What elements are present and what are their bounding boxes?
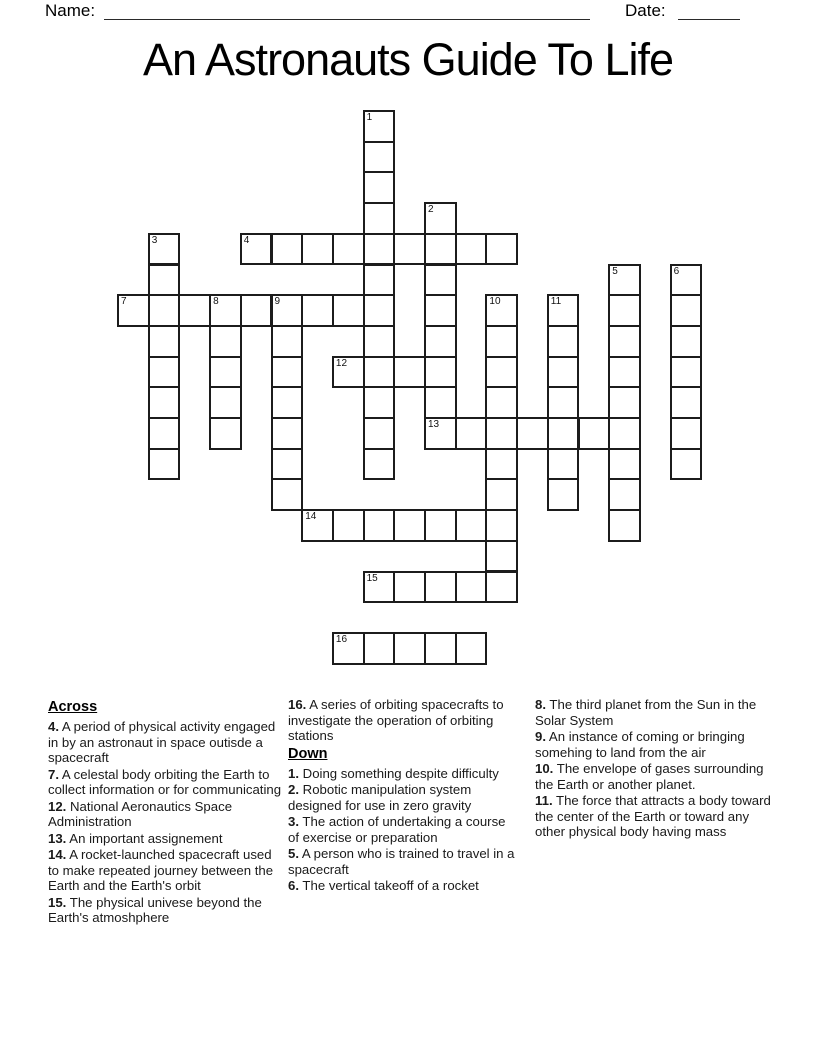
grid-cell[interactable] <box>363 417 396 450</box>
clue-text: An instance of coming or bringing somehing to land from the air <box>535 729 745 760</box>
cell-number: 16 <box>335 633 348 645</box>
grid-cell[interactable] <box>363 509 396 542</box>
clue-item <box>48 895 285 926</box>
name-input-line[interactable] <box>104 0 590 20</box>
grid-cell[interactable] <box>393 233 426 266</box>
grid-cell[interactable] <box>608 478 641 511</box>
grid-cell[interactable] <box>240 233 273 266</box>
clue-text: A rocket-launched spacecraft used to make repeated journey between the Earth and the Earth's orbit <box>48 847 274 893</box>
grid-cell[interactable] <box>485 325 518 358</box>
grid-cell[interactable] <box>485 233 518 266</box>
clue-number-label: 13. <box>48 830 67 846</box>
grid-cell[interactable] <box>455 233 488 266</box>
cell-number: 1 <box>366 112 373 123</box>
grid-cell[interactable] <box>424 386 457 419</box>
clue-number-label: 14. <box>48 847 67 862</box>
grid-cell[interactable] <box>547 417 580 450</box>
grid-cell[interactable] <box>332 509 365 542</box>
grid-cell[interactable] <box>363 325 396 358</box>
grid-cell[interactable] <box>363 386 396 419</box>
grid-cell[interactable] <box>424 294 457 327</box>
grid-cell[interactable] <box>670 417 703 450</box>
clue-item <box>48 767 285 798</box>
clue-text: Doing something despite difficulty <box>299 765 499 781</box>
clue-item <box>535 793 773 840</box>
clue-item <box>48 831 285 847</box>
grid-cell[interactable] <box>363 233 396 266</box>
grid-cell[interactable] <box>301 233 334 266</box>
grid-cell[interactable] <box>547 325 580 358</box>
clue-column-right <box>535 697 773 841</box>
grid-cell[interactable] <box>148 417 181 450</box>
grid-cell[interactable] <box>670 448 703 481</box>
clue-text: The vertical takeoff of a rocket <box>299 878 479 893</box>
grid-cell[interactable] <box>485 571 518 604</box>
clue-text: A series of orbiting spacecrafts to investigate the operation of orbiting stations <box>288 697 504 743</box>
grid-cell[interactable] <box>608 386 641 419</box>
clue-text: Robotic manipulation system designed for use in zero gravity <box>288 782 472 813</box>
grid-cell[interactable] <box>271 478 304 511</box>
grid-cell[interactable] <box>424 356 457 389</box>
grid-cell[interactable] <box>547 478 580 511</box>
grid-cell[interactable] <box>516 417 549 450</box>
cell-number: 5 <box>612 265 618 277</box>
cell-number: 6 <box>673 265 680 277</box>
grid-cell[interactable] <box>271 417 304 450</box>
clue-text: A celestal body orbiting the Earth to collect information or for communicating <box>48 766 282 797</box>
date-input-line[interactable] <box>678 0 740 20</box>
clue-number-label: 7. <box>48 766 59 782</box>
grid-cell[interactable] <box>117 294 150 327</box>
grid-cell[interactable] <box>332 233 365 266</box>
grid-cell[interactable] <box>148 264 181 297</box>
grid-cell[interactable] <box>271 325 304 358</box>
clue-item <box>288 814 520 845</box>
clue-text: A person who is trained to travel in a spacecraft <box>288 846 515 877</box>
grid-cell[interactable] <box>301 509 334 542</box>
clue-text: The third planet from the Sun in the Solar System <box>535 697 757 728</box>
grid-cell[interactable] <box>608 264 641 297</box>
cell-number: 13 <box>428 419 440 430</box>
grid-cell[interactable] <box>363 171 396 204</box>
grid-cell[interactable] <box>363 141 396 174</box>
date-label: Date: <box>625 1 666 20</box>
grid-cell[interactable] <box>608 417 641 450</box>
grid-cell[interactable] <box>363 632 396 665</box>
grid-cell[interactable] <box>455 632 488 665</box>
across-heading: Across <box>48 699 98 715</box>
grid-cell[interactable] <box>670 294 703 327</box>
grid-cell[interactable] <box>393 571 426 604</box>
clue-text: The action of undertaking a course of exercise or preparation <box>288 814 506 845</box>
clue-item <box>288 766 520 782</box>
grid-cell[interactable] <box>393 356 426 389</box>
clue-number-label: 9. <box>535 729 546 744</box>
grid-cell[interactable] <box>424 571 457 604</box>
grid-cell[interactable] <box>485 386 518 419</box>
crossword-grid <box>117 110 703 666</box>
name-label: Name: <box>45 1 96 20</box>
clue-text: An important assignement <box>66 830 223 846</box>
clue-item <box>48 719 285 766</box>
cell-number: 2 <box>428 204 434 216</box>
clue-number-label: 6. <box>288 878 299 893</box>
clue-item <box>288 697 520 744</box>
clue-item <box>288 846 520 877</box>
grid-cell[interactable] <box>670 325 703 358</box>
grid-cell[interactable] <box>424 202 457 235</box>
grid-cell[interactable] <box>363 110 396 143</box>
grid-cell[interactable] <box>393 632 426 665</box>
clue-item <box>48 847 285 894</box>
grid-cell[interactable] <box>424 325 457 358</box>
grid-cell[interactable] <box>363 571 396 604</box>
grid-cell[interactable] <box>547 356 580 389</box>
grid-cell[interactable] <box>608 325 641 358</box>
clue-text: The force that attracts a body toward the center of the Earth or toward any other physical body having mass <box>535 793 771 839</box>
cell-number: 14 <box>305 511 317 523</box>
grid-cell[interactable] <box>363 448 396 481</box>
cell-number: 3 <box>151 234 158 246</box>
grid-cell[interactable] <box>363 264 396 297</box>
grid-cell[interactable] <box>148 448 181 481</box>
grid-cell[interactable] <box>608 356 641 389</box>
clue-item <box>535 729 773 760</box>
cell-number: 12 <box>335 357 348 369</box>
grid-cell[interactable] <box>485 417 518 450</box>
cell-number: 7 <box>121 296 127 308</box>
cell-number: 8 <box>213 296 219 308</box>
grid-cell[interactable] <box>608 509 641 542</box>
clue-text: A period of physical activity engaged in by an astronaut in space outisde a spacecraft <box>48 719 276 765</box>
grid-cell[interactable] <box>670 386 703 419</box>
grid-cell[interactable] <box>332 632 365 665</box>
grid-cell[interactable] <box>209 386 242 419</box>
grid-cell[interactable] <box>547 448 580 481</box>
grid-cell[interactable] <box>670 264 703 297</box>
clue-number-label: 10. <box>535 761 554 776</box>
clue-number-label: 16. <box>288 697 307 712</box>
grid-cell[interactable] <box>670 356 703 389</box>
clue-number-label: 1. <box>288 765 299 781</box>
grid-cell[interactable] <box>424 509 457 542</box>
grid-cell[interactable] <box>332 294 365 327</box>
cell-number: 15 <box>366 572 378 584</box>
grid-cell[interactable] <box>485 509 518 542</box>
clue-text: The envelope of gases surrounding the Earth or another planet. <box>535 761 764 792</box>
clue-column-left <box>48 697 285 927</box>
cell-number: 10 <box>489 296 501 308</box>
grid-cell[interactable] <box>271 294 304 327</box>
page-title: An Astronauts Guide To Life <box>142 34 674 85</box>
clue-text: The physical univese beyond the Earth's atmoshphere <box>48 894 262 925</box>
grid-cell[interactable] <box>608 448 641 481</box>
grid-cell[interactable] <box>363 294 396 327</box>
clue-number-label: 3. <box>288 814 299 829</box>
cell-number: 4 <box>243 234 250 246</box>
grid-cell[interactable] <box>424 233 457 266</box>
clue-number-label: 2. <box>288 782 299 797</box>
clue-number-label: 12. <box>48 798 67 814</box>
cell-number: 9 <box>274 296 281 308</box>
grid-cell[interactable] <box>485 294 518 327</box>
grid-cell[interactable] <box>271 386 304 419</box>
clue-number-label: 8. <box>535 697 546 712</box>
grid-cell[interactable] <box>547 386 580 419</box>
cell-number: 11 <box>550 296 562 308</box>
grid-cell[interactable] <box>148 233 181 266</box>
grid-cell[interactable] <box>332 356 365 389</box>
grid-cell[interactable] <box>209 356 242 389</box>
grid-cell[interactable] <box>485 356 518 389</box>
clue-column-middle <box>288 697 520 895</box>
clue-item <box>288 782 520 813</box>
clue-number-label: 4. <box>48 719 59 734</box>
grid-cell[interactable] <box>455 417 488 450</box>
grid-cell[interactable] <box>209 417 242 450</box>
grid-cell[interactable] <box>301 294 334 327</box>
grid-cell[interactable] <box>178 294 211 327</box>
grid-cell[interactable] <box>424 417 457 450</box>
down-heading: Down <box>288 745 328 762</box>
clue-item <box>288 878 520 894</box>
grid-cell[interactable] <box>240 294 273 327</box>
grid-cell[interactable] <box>148 294 181 327</box>
grid-cell[interactable] <box>271 233 304 266</box>
clue-number-label: 11. <box>535 793 553 808</box>
grid-cell[interactable] <box>608 294 641 327</box>
grid-cell[interactable] <box>271 356 304 389</box>
clue-item <box>48 799 285 830</box>
clue-item <box>535 761 773 792</box>
grid-cell[interactable] <box>271 448 304 481</box>
grid-cell[interactable] <box>455 509 488 542</box>
clue-text: National Aeronautics Space Administration <box>48 798 233 829</box>
grid-cell[interactable] <box>578 417 611 450</box>
grid-cell[interactable] <box>393 509 426 542</box>
grid-cell[interactable] <box>485 540 518 573</box>
grid-cell[interactable] <box>424 632 457 665</box>
grid-cell[interactable] <box>148 356 181 389</box>
grid-cell[interactable] <box>363 356 396 389</box>
grid-cell[interactable] <box>148 386 181 419</box>
clue-number-label: 15. <box>48 894 67 910</box>
grid-cell[interactable] <box>363 202 396 235</box>
grid-cell[interactable] <box>209 294 242 327</box>
grid-cell[interactable] <box>209 325 242 358</box>
grid-cell[interactable] <box>455 571 488 604</box>
grid-cell[interactable] <box>485 478 518 511</box>
grid-cell[interactable] <box>424 264 457 297</box>
clue-item <box>535 697 773 728</box>
grid-cell[interactable] <box>485 448 518 481</box>
grid-cell[interactable] <box>148 325 181 358</box>
grid-cell[interactable] <box>547 294 580 327</box>
clue-number-label: 5. <box>288 846 299 861</box>
